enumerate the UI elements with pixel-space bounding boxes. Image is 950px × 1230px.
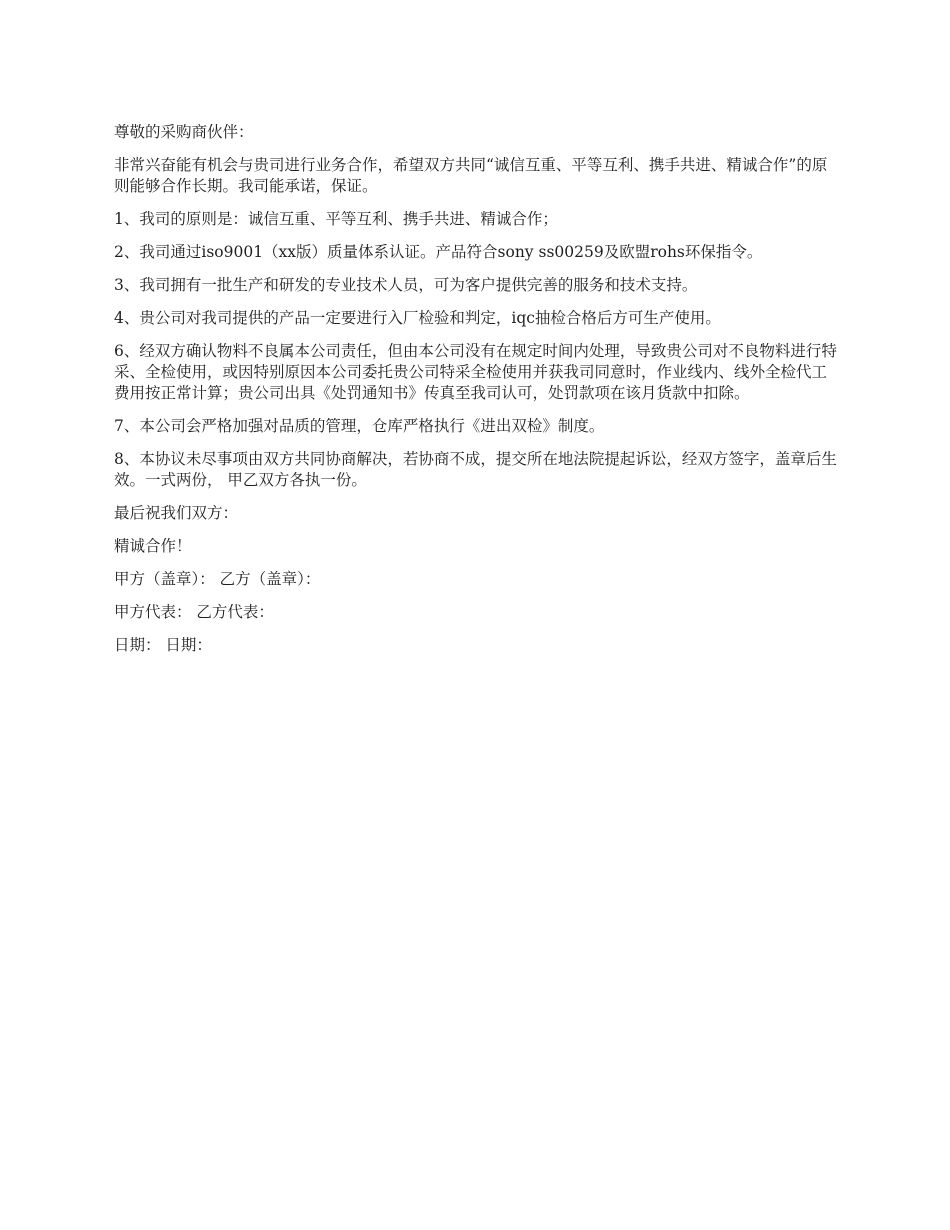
greeting: 尊敬的采购商伙伴： — [114, 123, 254, 141]
clause-1: 1、我司的原则是：诚信互重、平等互利、携手共进、精诚合作； — [114, 210, 558, 228]
wish-line: 精诚合作！ — [114, 537, 192, 555]
seal-line: 甲方（盖章）： 乙方（盖章）： — [114, 570, 321, 588]
clause-7: 7、本公司会严格加强对品质的管理，仓库严格执行《进出双检》制度。 — [114, 417, 605, 435]
date-line: 日期： 日期： — [114, 636, 212, 654]
closing-line: 最后祝我们双方： — [114, 504, 239, 522]
clause-2: 2、我司通过iso9001（xx版）质量体系认证。产品符合sony ss00259及欧盟rohs环保指令。 — [114, 243, 763, 261]
intro-paragraph: 非常兴奋能有机会与贵司进行业务合作，希望双方共同“诚信互重、平等互利、携手共进、精诚合作”的原则能够合作长期。我司能承诺，保证。 — [114, 156, 828, 195]
representative-line: 甲方代表： 乙方代表： — [114, 603, 274, 621]
clause-8: 8、本协议未尽事项由双方共同协商解决，若协商不成，提交所在地法院提起诉讼，经双方签字，盖章后生效。一式两份， 甲乙双方各执一份。 — [114, 450, 837, 489]
clause-4: 4、贵公司对我司提供的产品一定要进行入厂检验和判定，iqc抽检合格后方可生产使用。 — [114, 309, 721, 327]
clause-3: 3、我司拥有一批生产和研发的专业技术人员，可为客户提供完善的服务和技术支持。 — [114, 276, 698, 294]
clause-6: 6、经双方确认物料不良属本公司责任，但由本公司没有在规定时间内处理，导致贵公司对不良物料进行特采、全检使用，或因特别原因本公司委托贵公司特采全检使用并获我司同意时，作业线内、线外全检代工费用按正常计算；贵公司出具《处罚通知书》传真至我司认可，处罚款项在该月货款中扣除。 — [114, 342, 837, 402]
document-body — [114, 122, 842, 668]
